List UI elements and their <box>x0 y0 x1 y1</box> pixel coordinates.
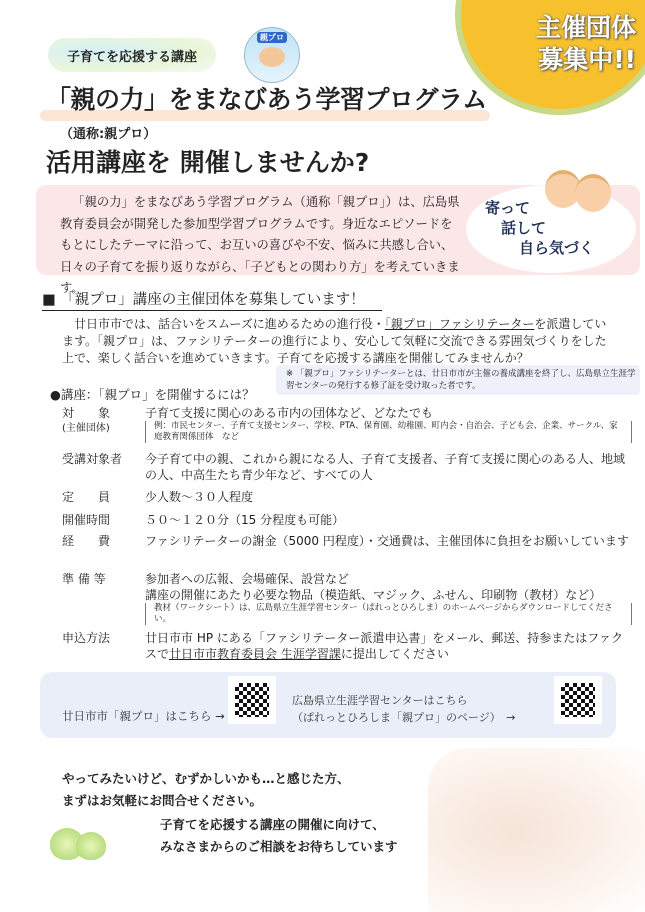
qr-links-box <box>40 672 616 738</box>
detail-row-participants <box>62 451 632 483</box>
closing-line: やってみたいけど、むずかしいかも…と感じた方、 <box>62 771 350 786</box>
facilitator-term: 「親プロ」ファシリテーター <box>384 317 535 331</box>
detail-value: 子育て支援に関心のある市内の団体など、どなたでも <box>145 406 434 420</box>
closing-message <box>62 768 350 812</box>
detail-sublabel: (主催団体) <box>62 423 110 434</box>
qr-code-center[interactable] <box>556 678 600 722</box>
link-line: （ぱれっとひろしま「親プロ」のページ） → <box>292 711 516 724</box>
para-text: 廿日市市では、話合いをスムーズに進めるための進行役・ <box>74 317 385 331</box>
hands-photo <box>428 748 645 912</box>
link-text-center <box>292 692 516 726</box>
detail-note: 教材（ワークシート）は、広島県立生涯学習センター（ぱれっとひろしま）のホームページからダウンロードしてください。 <box>145 603 632 625</box>
detail-label: 準 備 等 <box>62 572 106 586</box>
closing-line: 子育てを応援する講座の開催に向けて、 <box>160 817 385 832</box>
detail-row-preparation <box>62 571 632 625</box>
detail-row-duration <box>62 512 632 528</box>
badge-line: 主催団体 <box>535 13 636 42</box>
detail-value: 少人数～３０人程度 <box>145 490 254 504</box>
closing-line: まずはお気軽にお問合せください。 <box>62 793 263 808</box>
slogan-line: 話して <box>501 219 547 237</box>
recruiting-badge-text <box>486 12 636 76</box>
alias: （通称:親プロ） <box>60 127 157 142</box>
howto-heading: ●講座：「親プロ」を開催するには？ <box>50 387 255 402</box>
facilitator-note: ※ 「親プロ」ファシリテーターとは、廿日市市が主催の養成講座を終了し、広島県立生涯学習センターの発行する修了証を受け取った者です。 <box>276 365 640 395</box>
intro-text: 「親の力」をまなびあう学習プログラム（通称「親プロ」）は、広島県教育委員会が開発した参加型学習プログラムです。身近なエピソードをもとにしたテーマに沿って、お互いの喜びや不安、悩みに共感し合い、日々の子育てを振り返りながら、「子どもとの関わり方」を考えていきます。 <box>60 195 460 295</box>
slogan-line: 寄って <box>485 199 531 217</box>
detail-label: 対 象 <box>62 406 111 420</box>
detail-row-capacity <box>62 489 632 505</box>
page-subtitle: 活用講座を 開催しませんか? <box>46 148 370 177</box>
detail-label: 開催時間 <box>62 513 111 527</box>
oyapro-logo <box>244 27 300 83</box>
cloud-label: 子育てを応援する講座 <box>48 38 216 72</box>
link-text-hatsukaichi: 廿日市市「親プロ」はこちら → <box>62 709 225 723</box>
section-heading: ■ 「親プロ」講座の主催団体を募集しています！ <box>42 288 382 311</box>
detail-value: ファシリテーターの謝金（5000 円程度）・交通費は、主催団体に負担をお願いしています <box>145 534 629 548</box>
detail-label: 定 員 <box>62 490 111 504</box>
badge-line: 募集中!! <box>538 45 636 74</box>
detail-label: 申込方法 <box>62 631 111 645</box>
detail-value: 廿日市市 HP にある「ファシリテーター派遣申込書」をメール、郵送、持参またはファクスで <box>145 631 623 661</box>
detail-value: に提出してください <box>340 647 449 661</box>
slogan-line: 自ら気づく <box>519 239 595 257</box>
detail-row-application <box>62 630 632 662</box>
link-line: 広島県立生涯学習センターはこちら <box>292 694 468 707</box>
section-paragraph <box>62 316 617 367</box>
office-name: 廿日市市教育委員会 生涯学習課 <box>169 647 341 661</box>
page-title: 「親の力」をまなびあう学習プログラム <box>46 85 487 114</box>
leaf-mascot-icon <box>50 820 112 870</box>
detail-value: 参加者への広報、会場確保、設営など <box>145 572 350 586</box>
logo-text: 親プロ <box>257 32 287 43</box>
detail-row-target <box>62 405 632 443</box>
qr-code-hatsukaichi[interactable] <box>230 678 274 722</box>
detail-value: 今子育て中の親、これから親になる人、子育て支援者、子育て支援に関心のある人、地域の人、中高生たち青少年など、すべての人 <box>145 452 626 482</box>
closing-line: みなさまからのご相談をお待ちしています <box>160 839 398 854</box>
detail-value: ５０～１２０分（15 分程度も可能） <box>145 513 345 527</box>
para-text: を派遣しています。「親プロ」は、ファシリテーターの進行により、安心して気軽に交流できる雰囲気づくりをした上で、楽しく話合いを進めていきます。子育てを応援する講座を開催してみませんか？ <box>62 317 607 365</box>
closing-invitation <box>160 814 398 858</box>
detail-value: 講座の開催にあたり必要な物品（模造紙、マジック、ふせん、印刷物（教材）など） <box>145 588 602 602</box>
slogan <box>485 198 594 258</box>
detail-note: 例：市民センター、子育て支援センター、学校、PTA、保育園、幼稚園、町内会・自治会、子ども会、企業、サークル、家庭教育関係団体 など <box>145 421 632 443</box>
detail-label: 受講対象者 <box>62 452 123 466</box>
detail-label: 経 費 <box>62 534 111 548</box>
detail-row-cost <box>62 533 632 549</box>
family-illustration-icon <box>259 47 285 67</box>
